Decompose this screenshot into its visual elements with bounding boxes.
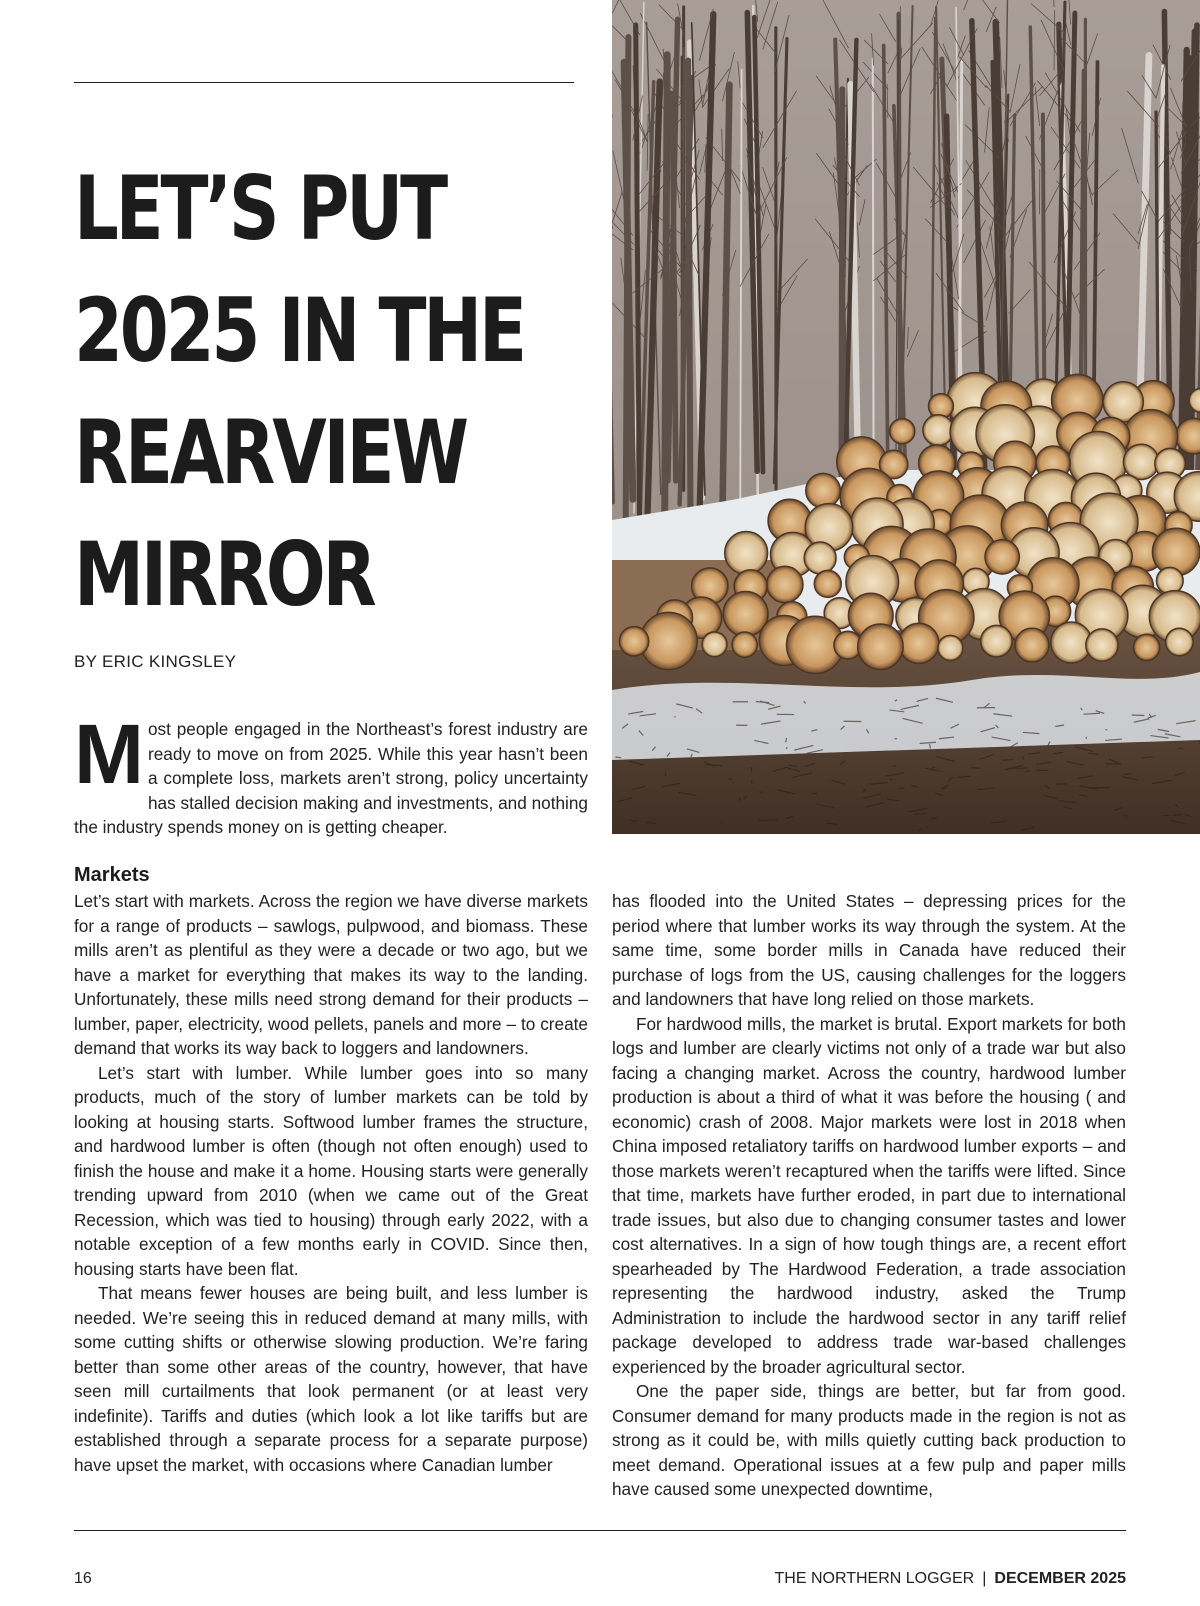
bottom-rule [74,1530,1126,1531]
paragraph: That means fewer houses are being built, and less lumber is needed. We’re seeing this in reduced demand at many mills, with some cutting shifts or otherwise slowing production. We’re faring better than some other areas of the country, however, that have seen mill curtailments that look permanent (or at least very indefinite). Tariffs and duties (which look a lot like tariffs but are established through a separate process for a separate purpose) have upset the market, with occasions where Canadian lumber [74,1283,588,1475]
headline [74,148,524,636]
issue-date: DECEMBER 2025 [994,1570,1126,1587]
paragraph: has flooded into the United States – depressing prices for the period where that lumber works its way through the system. At the same time, some border mills in Canada have reduced their purchase of logs from the US, causing challenges for the loggers and landowners that have long relied on those markets. [612,891,1126,1009]
paragraph: Let’s start with lumber. While lumber goes into so many products, much of the story of lumber markets can be told by looking at housing starts. Softwood lumber frames the structure, and hardwood lumber is often (though not often enough) used to finish the house and make it a home. Housing starts were generally trending upward from 2010 (when we came out of the Great Recession, which was tied to housing) through early 2022, with a notable exception of a few months early in COVID. Since then, housing starts have been flat. [74,1062,588,1279]
headline-line: REARVIEW [74,401,466,504]
headline-line: 2025 IN THE [74,279,524,382]
headline-line: LET’S PUT [74,157,445,260]
footer-separator: | [982,1570,987,1587]
paragraph: For hardwood mills, the market is brutal. Export markets for both logs and lumber are clearly victims not only of a trade war but also facing a changing market. Across the country, hardwood lumber production is about a third of what it was before the housing ( and economic) crash of 2008. Major markets were lost in 2018 when China imposed retaliatory tariffs on hardwood lumber exports – and those markets weren’t recaptured when the tariffs were lifted. Since that time, markets have further eroded, in part due to international trade issues, but also due to changing consumer tastes and lower cost alternatives. In a sign of how tough things are, a recent effort spearheaded by The Hardwood Federation, a trade association representing the hardwood industry, asked the Trump Administration to include the hardwood sector in any tariff relief package developed to address trade war-based challenges experienced by the broader agricultural sector. [612,1013,1126,1377]
paragraph: Let’s start with markets. Across the region we have diverse markets for a range of products – sawlogs, pulpwood, and biomass. These mills aren’t as plentiful as they were a decade or two ago, but we have a market for everything that makes its way to the landing. Unfortunately, these mills need strong demand for their products – lumber, paper, electricity, wood pellets, panels and more – to create demand that works its way back to loggers and landowners. [74,891,588,1058]
publication-name: THE NORTHERN LOGGER [774,1570,975,1587]
paragraph: One the paper side, things are better, but far from good. Consumer demand for many products made in the region is not as strong as it could be, with mills quietly cutting back production to meet demand. Operational issues at a few pulp and paper mills have caused some unexpected downtime, [612,1381,1126,1499]
drop-cap: M [74,707,142,801]
headline-line: MIRROR [74,523,374,626]
column-left [74,889,588,1507]
top-rule [74,82,574,83]
section-heading: Markets [74,864,150,886]
footer-publication [775,1570,1127,1588]
log-pile-photo [612,0,1200,834]
byline: BY ERIC KINGSLEY [74,652,237,671]
intro-text: ost people engaged in the Northeast’s forest industry are ready to move on from 2025. While this year hasn’t been a complete loss, markets aren’t strong, policy uncertainty has stalled decision making and investments, and nothing the industry spends money on is getting cheaper. [74,719,588,837]
page-number: 16 [74,1570,92,1587]
column-right [612,889,1126,1507]
intro-paragraph [74,707,588,840]
